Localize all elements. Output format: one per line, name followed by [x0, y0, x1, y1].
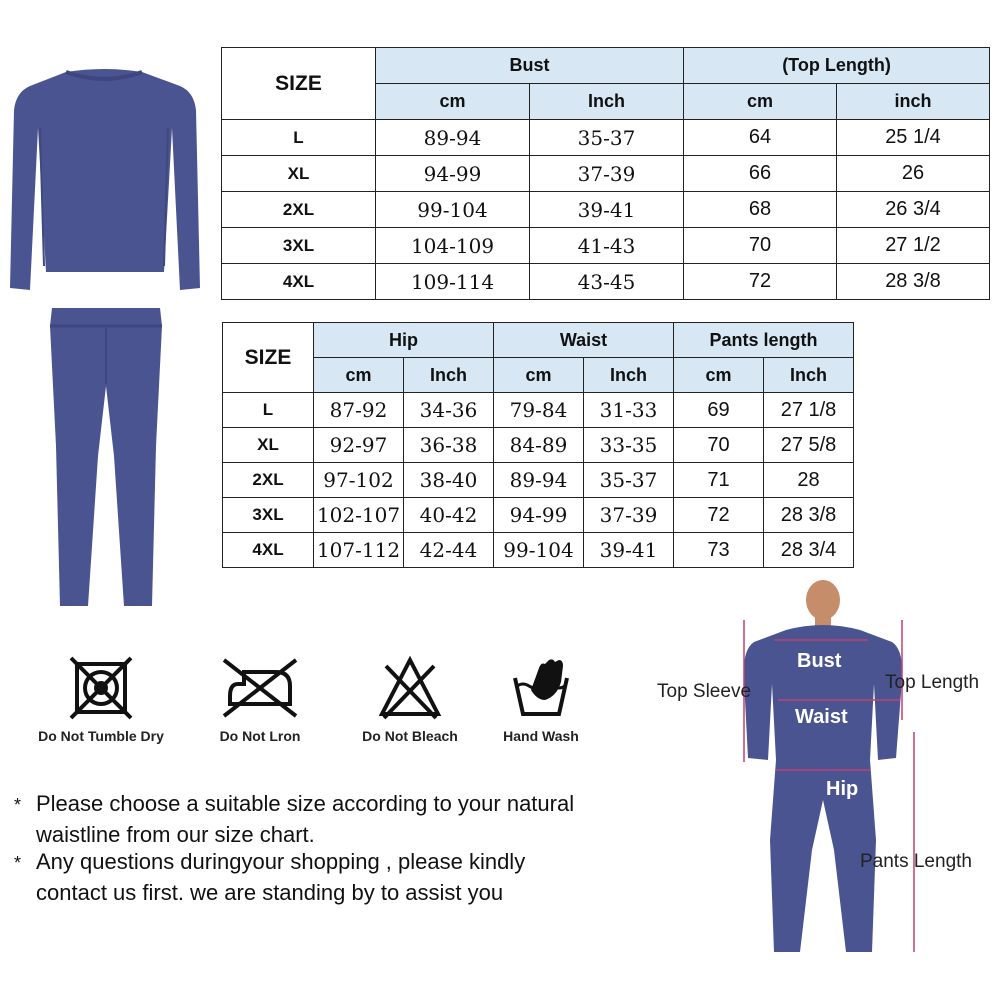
hip-cm-cell: 92-97 — [314, 428, 404, 463]
do-not-tumble-dry-icon — [69, 656, 133, 720]
bust-cm-cell: 89-94 — [376, 120, 530, 156]
hip-inch-cell: 40-42 — [404, 498, 494, 533]
pants-length-label: Pants Length — [860, 851, 972, 872]
care-label: Do Not Lron — [219, 728, 301, 744]
row-size-label: 3XL — [222, 228, 376, 264]
pants-length-header: Pants length — [674, 323, 854, 358]
table-row — [222, 156, 990, 192]
bust-cm-cell: 94-99 — [376, 156, 530, 192]
care-do-not-iron — [185, 656, 335, 744]
contact-note — [14, 847, 525, 907]
care-label: Hand Wash — [503, 728, 579, 744]
table-row — [222, 120, 990, 156]
note-line: Please choose a suitable size according to your natural — [36, 791, 575, 816]
unit-header: cm — [494, 358, 584, 393]
hip-header: Hip — [314, 323, 494, 358]
note-star: * — [14, 795, 22, 815]
care-do-not-tumble-dry — [26, 656, 176, 744]
table-row — [223, 393, 854, 428]
care-do-not-bleach — [335, 656, 485, 744]
waist-cm-cell: 84-89 — [494, 428, 584, 463]
pants-length-cm-cell: 73 — [674, 533, 764, 568]
top-length-cm-cell: 64 — [684, 120, 837, 156]
bust-header: Bust — [376, 48, 684, 84]
top-length-inch-cell: 25 1/4 — [837, 120, 990, 156]
hip-cm-cell: 107-112 — [314, 533, 404, 568]
table-row — [223, 428, 854, 463]
unit-header: Inch — [530, 84, 684, 120]
pants-length-inch-cell: 28 — [764, 463, 854, 498]
top-length-cm-cell: 68 — [684, 192, 837, 228]
bust-inch-cell: 37-39 — [530, 156, 684, 192]
pants-length-inch-cell: 28 3/8 — [764, 498, 854, 533]
note-line: waistline from our size chart. — [36, 822, 315, 847]
unit-header: Inch — [404, 358, 494, 393]
row-size-label: 3XL — [223, 498, 314, 533]
size-note — [14, 789, 574, 849]
waist-cm-cell: 79-84 — [494, 393, 584, 428]
row-size-label: 2XL — [222, 192, 376, 228]
model-figure — [730, 580, 930, 960]
waist-label: Waist — [795, 706, 848, 728]
bust-inch-cell: 35-37 — [530, 120, 684, 156]
pants-length-inch-cell: 27 1/8 — [764, 393, 854, 428]
hip-inch-cell: 42-44 — [404, 533, 494, 568]
pants-length-inch-cell: 27 5/8 — [764, 428, 854, 463]
table-row — [222, 228, 990, 264]
product-pants-image — [48, 306, 164, 608]
hip-cm-cell: 102-107 — [314, 498, 404, 533]
bust-cm-cell: 99-104 — [376, 192, 530, 228]
top-length-inch-cell: 27 1/2 — [837, 228, 990, 264]
row-size-label: 4XL — [222, 264, 376, 300]
unit-header: inch — [837, 84, 990, 120]
do-not-iron-icon — [220, 656, 300, 720]
top-sleeve-label: Top Sleeve — [657, 681, 752, 702]
care-label: Do Not Bleach — [362, 728, 458, 744]
hip-inch-cell: 36-38 — [404, 428, 494, 463]
bust-label: Bust — [797, 650, 842, 672]
top-length-inch-cell: 28 3/8 — [837, 264, 990, 300]
care-label: Do Not Tumble Dry — [38, 728, 164, 744]
row-size-label: L — [222, 120, 376, 156]
do-not-bleach-icon — [378, 656, 442, 720]
top-length-inch-cell: 26 3/4 — [837, 192, 990, 228]
size-header: SIZE — [222, 48, 376, 120]
bust-inch-cell: 43-45 — [530, 264, 684, 300]
unit-header: cm — [376, 84, 530, 120]
table-row — [222, 192, 990, 228]
row-size-label: XL — [223, 428, 314, 463]
note-line: contact us first. we are standing by to assist you — [36, 880, 504, 905]
waist-cm-cell: 89-94 — [494, 463, 584, 498]
row-size-label: 4XL — [223, 533, 314, 568]
bust-inch-cell: 39-41 — [530, 192, 684, 228]
waist-inch-cell: 33-35 — [584, 428, 674, 463]
table-row — [222, 264, 990, 300]
care-hand-wash — [466, 656, 616, 744]
table-row — [223, 463, 854, 498]
table-row — [223, 533, 854, 568]
unit-header: cm — [314, 358, 404, 393]
waist-inch-cell: 31-33 — [584, 393, 674, 428]
product-top-image — [4, 66, 204, 292]
top-length-inch-cell: 26 — [837, 156, 990, 192]
waist-inch-cell: 37-39 — [584, 498, 674, 533]
bust-cm-cell: 104-109 — [376, 228, 530, 264]
waist-inch-cell: 39-41 — [584, 533, 674, 568]
waist-cm-cell: 99-104 — [494, 533, 584, 568]
table-row — [223, 498, 854, 533]
top-size-table — [221, 47, 990, 300]
size-header: SIZE — [223, 323, 314, 393]
unit-header: cm — [674, 358, 764, 393]
pants-length-cm-cell: 69 — [674, 393, 764, 428]
pants-length-cm-cell: 71 — [674, 463, 764, 498]
waist-header: Waist — [494, 323, 674, 358]
pants-size-table — [222, 322, 854, 568]
hip-label: Hip — [826, 778, 859, 800]
note-line: Any questions duringyour shopping , please kindly — [36, 849, 526, 874]
unit-header: Inch — [584, 358, 674, 393]
pants-length-cm-cell: 70 — [674, 428, 764, 463]
hip-inch-cell: 38-40 — [404, 463, 494, 498]
hip-inch-cell: 34-36 — [404, 393, 494, 428]
top-length-cm-cell: 66 — [684, 156, 837, 192]
note-star: * — [14, 853, 22, 873]
row-size-label: XL — [222, 156, 376, 192]
pants-length-cm-cell: 72 — [674, 498, 764, 533]
row-size-label: 2XL — [223, 463, 314, 498]
bust-inch-cell: 41-43 — [530, 228, 684, 264]
top-length-label: Top Length — [885, 672, 980, 693]
hip-cm-cell: 87-92 — [314, 393, 404, 428]
unit-header: cm — [684, 84, 837, 120]
pants-length-inch-cell: 28 3/4 — [764, 533, 854, 568]
waist-inch-cell: 35-37 — [584, 463, 674, 498]
waist-cm-cell: 94-99 — [494, 498, 584, 533]
bust-cm-cell: 109-114 — [376, 264, 530, 300]
top-length-cm-cell: 70 — [684, 228, 837, 264]
top-length-header: (Top Length) — [684, 48, 990, 84]
hip-cm-cell: 97-102 — [314, 463, 404, 498]
row-size-label: L — [223, 393, 314, 428]
top-length-cm-cell: 72 — [684, 264, 837, 300]
hand-wash-icon — [509, 656, 573, 720]
unit-header: Inch — [764, 358, 854, 393]
